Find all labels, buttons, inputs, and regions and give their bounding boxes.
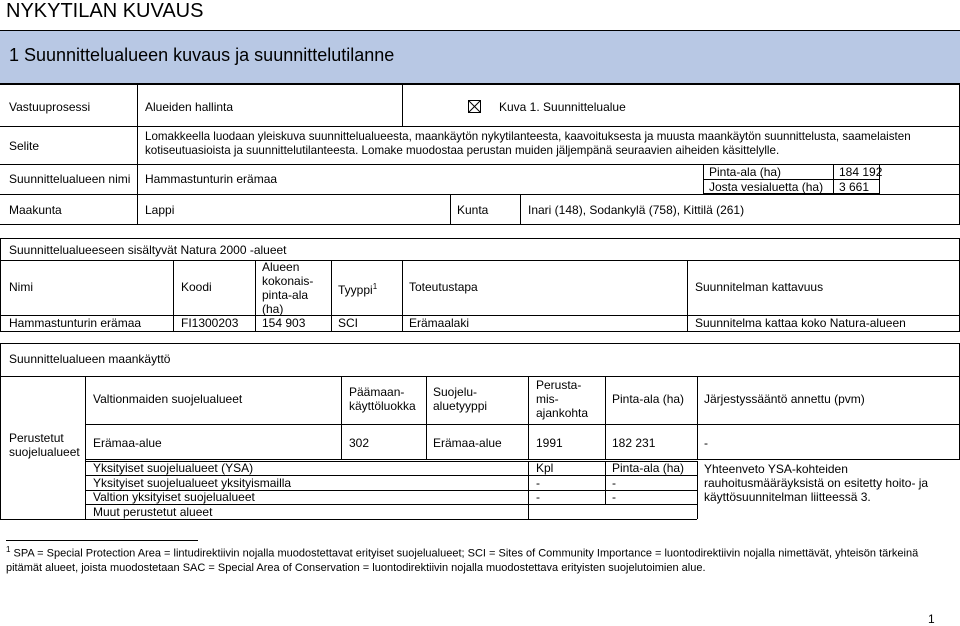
private-state-area: - [612, 490, 616, 504]
natura-row-coverage: Suunnitelma kattaa koko Natura-alueen [695, 316, 906, 330]
natura-row-area: 154 903 [262, 316, 306, 330]
area-label: Pinta-ala (ha) [709, 165, 782, 179]
selite-label: Selite [9, 139, 40, 153]
landuse-header-rules: Järjestyssääntö annettu (pvm) [704, 392, 865, 406]
footnote-rule [6, 540, 198, 541]
landuse-header-area: Pinta-ala (ha) [612, 392, 685, 406]
page-title: NYKYTILAN KUVAUS [6, 0, 204, 22]
natura-header-type: Tyyppi$^1$ [338, 282, 378, 297]
landuse-row1-main-class: 302 [349, 436, 370, 450]
process-value: Alueiden hallinta [145, 100, 234, 114]
checkbox-icon[interactable] [468, 100, 481, 113]
municipality-value: Inari (148), Sodankylä (758), Kittilä (261) [528, 203, 745, 217]
private-state-count: - [536, 490, 540, 504]
natura-header-method: Toteutustapa [409, 280, 478, 294]
footnote-text: SPA = Special Protection Area = lintudirektiivin nojalla muodostettavat erityiset suojelualueet; SCI = Sites of Community Importance = luontodirektiivin nojalla nimettävät, yhteisön tärkeinä pitämät alueet, joista muodostetaan SAC = Special Area of Conservation = luontodirektiivin nojalla muodostettava erityisten suojelutoimien alue. [6, 547, 919, 574]
landuse-table [0, 343, 960, 520]
landuse-header-state-areas: Valtionmaiden suojelualueet [93, 392, 243, 406]
info-table [0, 84, 960, 225]
footnote [6, 543, 946, 575]
area-name-label: Suunnittelualueen nimi [9, 172, 131, 186]
landuse-row1-date: 1991 [536, 436, 563, 450]
private-ysa-count: Kpl [536, 461, 554, 475]
private-ysa-area: Pinta-ala (ha) [612, 461, 685, 475]
private-state-label: Valtion yksityiset suojelualueet [93, 490, 255, 504]
private-persons-count: - [536, 476, 540, 490]
municipality-label: Kunta [457, 203, 489, 217]
natura-header-code: Koodi [181, 280, 212, 294]
natura-title: Suunnittelualueeseen sisältyvät Natura 2000 -alueet [9, 243, 287, 257]
natura-row-type: SCI [338, 316, 359, 330]
natura-row-method: Erämaalaki [409, 316, 470, 330]
private-persons-label: Yksityiset suojelualueet yksityismailla [93, 476, 292, 490]
private-persons-area: - [612, 476, 616, 490]
landuse-row1-prot-type: Erämaa-alue [433, 436, 502, 450]
landuse-header-prot-type: Suojelu-aluetyyppi [433, 385, 488, 413]
area-value: 184 192 [839, 165, 883, 179]
water-value: 3 661 [839, 180, 870, 194]
section-title: 1 Suunnittelualueen kuvaus ja suunnittelutilanne [9, 45, 395, 65]
private-other-label: Muut perustetut alueet [93, 505, 213, 519]
landuse-header-main-class: Päämaan-käyttöluokka [349, 385, 416, 413]
landuse-row1-area: 182 231 [612, 436, 656, 450]
figure-label: Kuva 1. Suunnittelualue [499, 100, 626, 114]
region-label: Maakunta [9, 203, 62, 217]
natura-table [0, 238, 960, 332]
private-ysa-label: Yksityiset suojelualueet (YSA) [93, 461, 254, 475]
landuse-header-date: Perusta-mis-ajankohta [536, 378, 589, 420]
selite-text: Lomakkeella luodaan yleiskuva suunnittelualueesta, maankäytön nykytilanteesta, kaavoituksesta ja muusta maankäytön suunnittelusta, saamelaisten kotiseutuasioista ja suunnittelutilanteesta. Lomake muodostaa perustan muiden jäljempänä seuraavien aiheiden käsittelylle. [145, 130, 911, 157]
region-value: Lappi [145, 203, 175, 217]
natura-header-coverage: Suunnitelman kattavuus [695, 280, 824, 294]
footnote-marker: 1 [6, 545, 11, 554]
landuse-side-label: Perustetut suojelualueet [9, 431, 80, 459]
landuse-title: Suunnittelualueen maankäyttö [9, 352, 171, 366]
natura-row-code: FI1300203 [181, 316, 239, 330]
natura-row-name: Hammastunturin erämaa [9, 316, 142, 330]
landuse-row1-name: Erämaa-alue [93, 436, 162, 450]
area-name-value: Hammastunturin erämaa [145, 172, 278, 186]
page-number: 1 [928, 612, 935, 626]
landuse-row1-rules: - [704, 436, 708, 450]
private-note: Yhteenveto YSA-kohteiden rauhoitusmääräyksistä on esitetty hoito- ja käyttösuunnitelman liitteessä 3. [704, 462, 929, 504]
natura-header-name: Nimi [9, 280, 33, 294]
natura-header-area: Alueen kokonais-pinta-ala (ha) [262, 260, 314, 316]
water-label: Josta vesialuetta (ha) [709, 180, 824, 194]
process-label: Vastuuprosessi [9, 100, 91, 114]
